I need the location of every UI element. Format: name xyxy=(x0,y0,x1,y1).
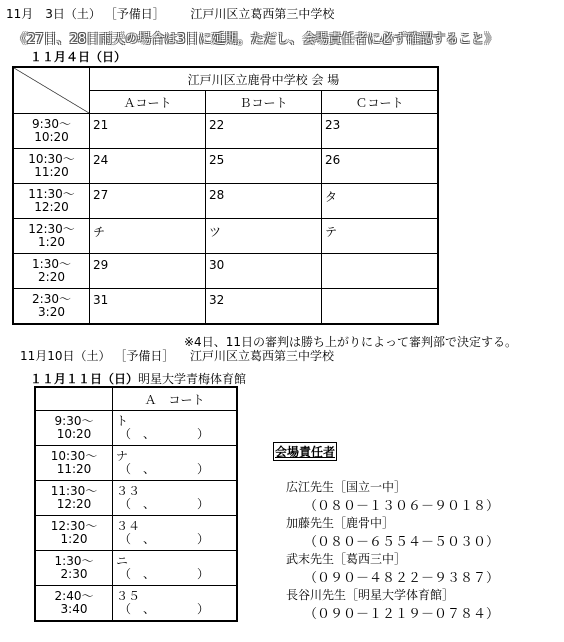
match-cell: タ xyxy=(322,184,439,219)
time-slot: 9:30～ 10:20 xyxy=(13,114,90,149)
court-a-header: Ａ コート xyxy=(113,387,238,411)
match-cell: 28 xyxy=(206,184,322,219)
match-cell: 25 xyxy=(206,149,322,184)
table-row xyxy=(13,114,438,149)
match-cell: 26 xyxy=(322,149,439,184)
match-cell: ニ （ 、 ） xyxy=(113,551,238,586)
contact-name: 武末先生［葛西三中］ xyxy=(286,552,407,566)
reserve-day2-header xyxy=(20,347,334,364)
day2-venue: 明星大学青梅体育館 xyxy=(138,372,247,386)
time-slot: 12:30～ 1:20 xyxy=(13,219,90,254)
contact-name: 加藤先生［鹿骨中］ xyxy=(286,516,395,530)
match-cell: テ xyxy=(322,219,439,254)
reserve2-label: ［予備日］ xyxy=(114,349,175,363)
table-row xyxy=(13,254,438,289)
match-cell: 21 xyxy=(90,114,206,149)
time-slot: 11:30～ 12:20 xyxy=(13,184,90,219)
time-slot: 1:30～ 2:30 xyxy=(35,551,113,586)
contact-item xyxy=(286,478,499,514)
venue-manager-title: 会場責任者 xyxy=(273,442,337,461)
time-slot: 2:30～ 3:20 xyxy=(13,289,90,325)
time-slot: 11:30～ 12:20 xyxy=(35,481,113,516)
match-cell: 24 xyxy=(90,149,206,184)
table-row xyxy=(13,184,438,219)
day2-header xyxy=(30,370,246,387)
contact-tel: （０８０－６５５４－５０３０） xyxy=(304,535,500,550)
match-cell: ３５ （ 、 ） xyxy=(113,586,238,622)
match-cell: 29 xyxy=(90,254,206,289)
contact-item xyxy=(286,586,499,622)
time-slot: 12:30～ 1:20 xyxy=(35,516,113,551)
table-row xyxy=(35,551,237,586)
day2-title: １１月１１日（日） xyxy=(30,372,139,386)
match-cell: ナ （ 、 ） xyxy=(113,446,238,481)
time-slot: 1:30～ 2:20 xyxy=(13,254,90,289)
table-row xyxy=(35,411,237,446)
table-row xyxy=(35,516,237,551)
reserve-label: ［予備日］ xyxy=(104,7,165,21)
match-cell: 32 xyxy=(206,289,322,325)
time-slot: 9:30～ 10:20 xyxy=(35,411,113,446)
corner-cell xyxy=(35,387,113,411)
time-slot: 2:40～ 3:40 xyxy=(35,586,113,622)
referee-footnote: ※4日、11日の審判は勝ち上がりによって審判部で決定する。 xyxy=(184,335,517,349)
contact-tel: （０９０－４８２２－９３８７） xyxy=(304,571,500,586)
match-cell: 31 xyxy=(90,289,206,325)
match-cell: 27 xyxy=(90,184,206,219)
match-cell: ト （ 、 ） xyxy=(113,411,238,446)
table-row xyxy=(35,481,237,516)
contact-item xyxy=(286,514,499,550)
table-row xyxy=(35,446,237,481)
rain-note: 《27日、28日雨天の場合は3日に延期。ただし、会場責任者に必ず確認すること》 xyxy=(14,32,498,47)
contact-tel: （０９０－１２１９－０７８４） xyxy=(304,607,500,622)
time-slot: 10:30～ 11:20 xyxy=(35,446,113,481)
day1-schedule-table xyxy=(12,66,439,325)
contact-item xyxy=(286,550,499,586)
time-slot: 10:30～ 11:20 xyxy=(13,149,90,184)
corner-diagonal-cell xyxy=(13,67,90,114)
contact-name: 長谷川先生［明星大学体育館］ xyxy=(286,588,455,602)
match-cell: ３３ （ 、 ） xyxy=(113,481,238,516)
match-cell: 22 xyxy=(206,114,322,149)
match-cell: 23 xyxy=(322,114,439,149)
day1-venue: 江戸川区立鹿骨中学校 会 場 xyxy=(90,67,439,91)
match-cell xyxy=(322,254,439,289)
table-row xyxy=(13,149,438,184)
table-row xyxy=(13,289,438,325)
contact-tel: （０８０－１３０６－９０１８） xyxy=(304,499,500,514)
contact-name: 広江先生［国立一中］ xyxy=(286,480,407,494)
reserve2-date: 11月10日（土） xyxy=(20,349,111,363)
court-c-header: Ｃコート xyxy=(322,91,439,114)
table-row xyxy=(13,219,438,254)
reserve-venue: 江戸川区立葛西第三中学校 xyxy=(190,7,335,21)
reserve-day-header xyxy=(6,5,334,22)
day2-schedule-table xyxy=(34,386,238,622)
match-cell: 30 xyxy=(206,254,322,289)
day1-title: １１月４日（日） xyxy=(30,50,127,64)
match-cell xyxy=(322,289,439,325)
match-cell: ツ xyxy=(206,219,322,254)
match-cell: ３４ （ 、 ） xyxy=(113,516,238,551)
reserve-date: 11月 3日（土） xyxy=(6,7,101,21)
reserve2-venue: 江戸川区立葛西第三中学校 xyxy=(190,349,335,363)
table-row xyxy=(35,586,237,622)
match-cell: チ xyxy=(90,219,206,254)
court-a-header: Ａコート xyxy=(90,91,206,114)
court-b-header: Ｂコート xyxy=(206,91,322,114)
